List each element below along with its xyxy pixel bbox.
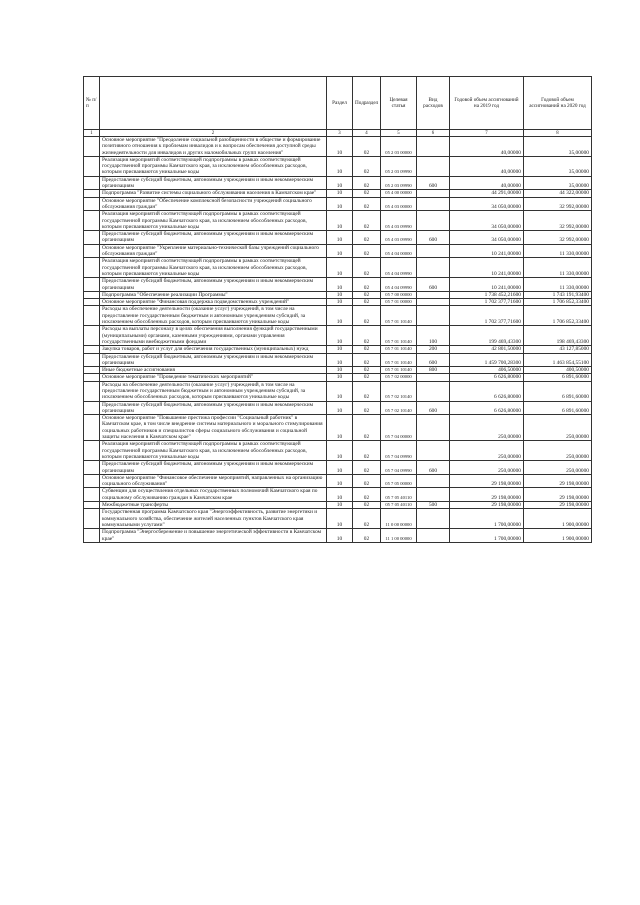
amount-2019-cell: 29 198,00000 — [450, 474, 524, 488]
section-cell: 10 — [327, 353, 353, 367]
expense-type-cell: 600 — [417, 231, 450, 245]
expense-type-cell — [417, 197, 450, 211]
table-row — [84, 244, 592, 258]
amount-2019-cell: 199 469,43300 — [450, 326, 524, 346]
section-cell: 10 — [327, 278, 353, 292]
table-row — [84, 401, 592, 415]
section-cell: 10 — [327, 197, 353, 211]
row-number-cell — [84, 488, 100, 502]
row-number-cell — [84, 190, 100, 197]
target-article-cell: 05 2 03 09990 — [381, 176, 417, 190]
amount-2019-cell: 40,00000 — [450, 176, 524, 190]
table-row — [84, 381, 592, 401]
header-amount-2019: Годовой объем ассигнований на 2019 год — [450, 77, 524, 130]
item-name-cell: Основное мероприятие "Укрепление материально-технической базы учреждений социального обслуживания граждан" — [100, 244, 327, 258]
row-number-cell — [84, 197, 100, 211]
item-name-cell: Основное мероприятие "Обеспечение комплексной безопасности учреждений социального обслуживания граждан" — [100, 197, 327, 211]
target-article-cell: 05 4 03 00000 — [381, 197, 417, 211]
table-row — [84, 374, 592, 381]
section-cell: 10 — [327, 190, 353, 197]
amount-2020-cell: 198 469,43300 — [524, 326, 592, 346]
table-row — [84, 258, 592, 278]
item-name-cell: Основное мероприятие "Преодоление социальной разобщенности в обществе и формирование позитивного отношения к проблемам инвалидов и к вопросам обеспечения доступной среды жизнедеятельности для инвалидов и других маломобильных групп населения" — [100, 137, 327, 157]
item-name-cell: Предоставление субсидий бюджетным, автономным учреждениям и иным некоммерческим организациям — [100, 353, 327, 367]
amount-2019-cell: 250,00000 — [450, 441, 524, 461]
expense-type-cell: 600 — [417, 176, 450, 190]
amount-2019-cell: 10 241,00000 — [450, 278, 524, 292]
expense-type-cell: 600 — [417, 401, 450, 415]
section-cell: 10 — [327, 488, 353, 502]
subsection-cell: 02 — [353, 231, 381, 245]
column-number: 6 — [417, 130, 450, 137]
budget-allocation-table — [83, 76, 592, 543]
row-number-cell — [84, 306, 100, 326]
amount-2020-cell: 400,50000 — [524, 367, 592, 374]
amount-2020-cell: 35,00000 — [524, 176, 592, 190]
amount-2019-cell: 44 291,00000 — [450, 190, 524, 197]
table-row — [84, 474, 592, 488]
amount-2019-cell: 6 626,80000 — [450, 381, 524, 401]
target-article-cell: 05 7 05 40110 — [381, 488, 417, 502]
header-target-article: Целевая статья — [381, 77, 417, 130]
amount-2020-cell: 35,00000 — [524, 156, 592, 176]
row-number-cell — [84, 258, 100, 278]
target-article-cell: 05 7 02 00000 — [381, 374, 417, 381]
item-name-cell: Реализация мероприятий соответствующей подпрограммы в рамках соответствующей государственной программы Камчатского края, за исключением обособленных расходов, которым присваиваются уникальные коды — [100, 441, 327, 461]
subsection-cell: 02 — [353, 529, 381, 543]
row-number-cell — [84, 415, 100, 441]
amount-2020-cell: 6 891,60000 — [524, 374, 592, 381]
item-name-cell: Межбюджетные трансферты — [100, 502, 327, 509]
subsection-cell: 02 — [353, 374, 381, 381]
amount-2019-cell: 1 702 377,71600 — [450, 299, 524, 306]
row-number-cell — [84, 367, 100, 374]
row-number-cell — [84, 291, 100, 298]
row-number-cell — [84, 353, 100, 367]
section-cell: 10 — [327, 326, 353, 346]
table-row — [84, 197, 592, 211]
target-article-cell: 05 7 04 09990 — [381, 461, 417, 475]
table-row — [84, 299, 592, 306]
expense-type-cell — [417, 258, 450, 278]
header-amount-2020: Годовой объем ассигнований на 2020 год — [524, 77, 592, 130]
table-row — [84, 137, 592, 157]
amount-2020-cell: 29 198,00000 — [524, 488, 592, 502]
amount-2020-cell: 250,00000 — [524, 441, 592, 461]
item-name-cell: Закупка товаров, работ и услуг для обеспечения государственных (муниципальных) нужд — [100, 346, 327, 353]
column-number-row — [84, 130, 592, 137]
section-cell: 10 — [327, 529, 353, 543]
subsection-cell: 02 — [353, 488, 381, 502]
column-number: 7 — [450, 130, 524, 137]
amount-2020-cell: 1 706 852,33400 — [524, 299, 592, 306]
section-cell: 10 — [327, 367, 353, 374]
target-article-cell: 05 7 02 10140 — [381, 401, 417, 415]
table-row — [84, 176, 592, 190]
amount-2019-cell: 29 198,00000 — [450, 502, 524, 509]
amount-2020-cell: 44 322,00000 — [524, 190, 592, 197]
section-cell: 10 — [327, 441, 353, 461]
row-number-cell — [84, 231, 100, 245]
table-header — [84, 77, 592, 137]
subsection-cell: 02 — [353, 346, 381, 353]
item-name-cell: Реализация мероприятий соответствующей подпрограммы в рамках соответствующей государственной программы Камчатского края, за исключением обособленных расходов, которым присваиваются уникальные коды — [100, 156, 327, 176]
row-number-cell — [84, 461, 100, 475]
subsection-cell: 02 — [353, 474, 381, 488]
target-article-cell: 05 4 04 09990 — [381, 258, 417, 278]
expense-type-cell — [417, 156, 450, 176]
amount-2019-cell: 1 702 377,71600 — [450, 306, 524, 326]
expense-type-cell: 600 — [417, 278, 450, 292]
subsection-cell: 02 — [353, 306, 381, 326]
item-name-cell: Подпрограмма "Развитие системы социального обслуживания населения в Камчатском крае" — [100, 190, 327, 197]
row-number-cell — [84, 137, 100, 157]
section-cell: 10 — [327, 509, 353, 529]
column-number: 5 — [381, 130, 417, 137]
item-name-cell: Субвенции для осуществления отдельных государственных полномочий Камчатского края по социальному обслуживанию граждан в Камчатском крае — [100, 488, 327, 502]
expense-type-cell — [417, 509, 450, 529]
section-cell: 10 — [327, 374, 353, 381]
amount-2020-cell: 250,00000 — [524, 461, 592, 475]
item-name-cell: Расходы на выплаты персоналу в целях обеспечения выполнения функций государственными (муниципальными) органами, казенными учреждениями, органами управления государственными внебюджетными фондами — [100, 326, 327, 346]
subsection-cell: 02 — [353, 244, 381, 258]
amount-2019-cell: 1 700,00000 — [450, 529, 524, 543]
target-article-cell: 05 7 04 09990 — [381, 441, 417, 461]
item-name-cell: Иные бюджетные ассигнования — [100, 367, 327, 374]
table-row — [84, 326, 592, 346]
amount-2019-cell: 40,00000 — [450, 156, 524, 176]
table-row — [84, 415, 592, 441]
amount-2020-cell: 29 198,00000 — [524, 502, 592, 509]
table-row — [84, 156, 592, 176]
target-article-cell: 05 7 00 00000 — [381, 291, 417, 298]
expense-type-cell — [417, 299, 450, 306]
expense-type-cell — [417, 211, 450, 231]
row-number-cell — [84, 176, 100, 190]
amount-2020-cell: 6 891,60000 — [524, 381, 592, 401]
amount-2019-cell: 1 459 700,28300 — [450, 353, 524, 367]
table-row — [84, 461, 592, 475]
item-name-cell: Подпрограмма "Энергосбережение и повышение энергетической эффективности в Камчатском крае" — [100, 529, 327, 543]
row-number-cell — [84, 374, 100, 381]
column-number: 1 — [84, 130, 100, 137]
target-article-cell: 11 1 00 00000 — [381, 529, 417, 543]
section-cell: 10 — [327, 401, 353, 415]
table-row — [84, 502, 592, 509]
row-number-cell — [84, 156, 100, 176]
target-article-cell: 05 7 01 10140 — [381, 353, 417, 367]
expense-type-cell — [417, 381, 450, 401]
header-section: Раздел — [327, 77, 353, 130]
amount-2020-cell: 35,00000 — [524, 137, 592, 157]
section-cell: 10 — [327, 258, 353, 278]
amount-2020-cell: 32 992,00000 — [524, 211, 592, 231]
section-cell: 10 — [327, 474, 353, 488]
item-name-cell: Реализация мероприятий соответствующей подпрограммы в рамках соответствующей государственной программы Камчатского края, за исключением обособленных расходов, которым присваиваются уникальные коды — [100, 211, 327, 231]
item-name-cell: Предоставление субсидий бюджетным, автономным учреждениям и иным некоммерческим организациям — [100, 176, 327, 190]
subsection-cell: 02 — [353, 415, 381, 441]
header-name — [100, 77, 327, 130]
expense-type-cell — [417, 244, 450, 258]
item-name-cell: Реализация мероприятий соответствующей подпрограммы в рамках соответствующей государственной программы Камчатского края, за исключением обособленных расходов, которым присваиваются уникальные коды — [100, 258, 327, 278]
amount-2019-cell: 29 198,00000 — [450, 488, 524, 502]
target-article-cell: 05 7 01 10140 — [381, 326, 417, 346]
subsection-cell: 02 — [353, 326, 381, 346]
row-number-cell — [84, 474, 100, 488]
expense-type-cell: 100 — [417, 326, 450, 346]
expense-type-cell — [417, 415, 450, 441]
table-row — [84, 346, 592, 353]
table-row — [84, 278, 592, 292]
item-name-cell: Предоставление субсидий бюджетным, автономным учреждениям и иным некоммерческим организациям — [100, 461, 327, 475]
amount-2019-cell: 6 626,80000 — [450, 401, 524, 415]
subsection-cell: 02 — [353, 461, 381, 475]
target-article-cell: 05 4 03 09990 — [381, 231, 417, 245]
amount-2019-cell: 250,00000 — [450, 415, 524, 441]
expense-type-cell: 600 — [417, 461, 450, 475]
section-cell: 10 — [327, 176, 353, 190]
section-cell: 10 — [327, 346, 353, 353]
row-number-cell — [84, 502, 100, 509]
expense-type-cell — [417, 137, 450, 157]
subsection-cell: 02 — [353, 190, 381, 197]
column-number: 2 — [100, 130, 327, 137]
table-row — [84, 529, 592, 543]
section-cell: 10 — [327, 415, 353, 441]
subsection-cell: 02 — [353, 381, 381, 401]
section-cell: 10 — [327, 291, 353, 298]
amount-2019-cell: 6 626,80000 — [450, 374, 524, 381]
subsection-cell: 02 — [353, 211, 381, 231]
amount-2020-cell: 43 127,85000 — [524, 346, 592, 353]
table-row — [84, 509, 592, 529]
amount-2019-cell: 34 050,00000 — [450, 231, 524, 245]
subsection-cell: 02 — [353, 502, 381, 509]
target-article-cell: 05 4 00 00000 — [381, 190, 417, 197]
expense-type-cell: 500 — [417, 502, 450, 509]
subsection-cell: 02 — [353, 353, 381, 367]
table-row — [84, 231, 592, 245]
subsection-cell: 02 — [353, 509, 381, 529]
amount-2019-cell: 1 700,00000 — [450, 509, 524, 529]
table-row — [84, 441, 592, 461]
subsection-cell: 02 — [353, 299, 381, 306]
row-number-cell — [84, 441, 100, 461]
item-name-cell: Основное мероприятие "Повышение престижа профессии "Социальный работник" в Камчатском крае, в том числе внедрение системы материального и морального стимулирования социальных работников и специалистов сферы социального обслуживания и социальной защиты населения в Камчатском крае" — [100, 415, 327, 441]
amount-2020-cell: 1 900,00000 — [524, 509, 592, 529]
column-number: 4 — [353, 130, 381, 137]
target-article-cell: 05 7 05 00000 — [381, 474, 417, 488]
expense-type-cell — [417, 190, 450, 197]
amount-2020-cell: 1 900,00000 — [524, 529, 592, 543]
budget-table-sheet — [83, 76, 591, 543]
table-body — [84, 137, 592, 543]
section-cell: 10 — [327, 306, 353, 326]
row-number-cell — [84, 278, 100, 292]
header-expense-type: Вид расходов — [417, 77, 450, 130]
amount-2020-cell: 11 330,00000 — [524, 244, 592, 258]
expense-type-cell: 600 — [417, 353, 450, 367]
amount-2019-cell: 34 050,00000 — [450, 197, 524, 211]
expense-type-cell — [417, 306, 450, 326]
subsection-cell: 02 — [353, 401, 381, 415]
row-number-cell — [84, 299, 100, 306]
amount-2020-cell: 11 330,00000 — [524, 258, 592, 278]
amount-2020-cell: 32 992,00000 — [524, 197, 592, 211]
table-row — [84, 367, 592, 374]
amount-2020-cell: 1 743 191,93400 — [524, 291, 592, 298]
target-article-cell: 05 7 01 10140 — [381, 306, 417, 326]
item-name-cell: Предоставление субсидий бюджетным, автономным учреждениям и иным некоммерческим организациям — [100, 278, 327, 292]
item-name-cell: Предоставление субсидий бюджетным, автономным учреждениям и иным некоммерческим организациям — [100, 401, 327, 415]
header-subsection: Подраздел — [353, 77, 381, 130]
target-article-cell: 05 4 03 09990 — [381, 211, 417, 231]
table-row — [84, 353, 592, 367]
amount-2019-cell: 406,50000 — [450, 367, 524, 374]
target-article-cell: 05 7 01 10140 — [381, 346, 417, 353]
section-cell: 10 — [327, 156, 353, 176]
item-name-cell: Подпрограмма "Обеспечение реализации Программы" — [100, 291, 327, 298]
row-number-cell — [84, 509, 100, 529]
amount-2020-cell: 250,00000 — [524, 415, 592, 441]
item-name-cell: Предоставление субсидий бюджетным, автономным учреждениям и иным некоммерческим организациям — [100, 231, 327, 245]
subsection-cell: 02 — [353, 291, 381, 298]
amount-2019-cell: 10 241,00000 — [450, 244, 524, 258]
target-article-cell: 05 2 03 00000 — [381, 137, 417, 157]
amount-2019-cell: 40,00000 — [450, 137, 524, 157]
expense-type-cell — [417, 441, 450, 461]
item-name-cell: Основное мероприятие "Финансовая поддержка подведомственных учреждений" — [100, 299, 327, 306]
subsection-cell: 02 — [353, 176, 381, 190]
item-name-cell: Государственная программа Камчатского края "Энергоэффективность, развитие энергетики и коммунального хозяйства, обеспечение жителей населенных пунктов Камчатского края коммунальными услугами" — [100, 509, 327, 529]
item-name-cell: Основное мероприятие "Финансовое обеспечение мероприятий, направленных на организацию социального обслуживания" — [100, 474, 327, 488]
expense-type-cell: 200 — [417, 346, 450, 353]
section-cell: 10 — [327, 502, 353, 509]
target-article-cell: 05 7 04 00000 — [381, 415, 417, 441]
section-cell: 10 — [327, 137, 353, 157]
expense-type-cell — [417, 488, 450, 502]
column-number: 3 — [327, 130, 353, 137]
target-article-cell: 11 0 00 00000 — [381, 509, 417, 529]
expense-type-cell: 800 — [417, 367, 450, 374]
subsection-cell: 02 — [353, 441, 381, 461]
table-row — [84, 190, 592, 197]
row-number-cell — [84, 211, 100, 231]
table-row — [84, 306, 592, 326]
section-cell: 10 — [327, 211, 353, 231]
section-cell: 10 — [327, 231, 353, 245]
row-number-cell — [84, 346, 100, 353]
amount-2019-cell: 1 738 452,21600 — [450, 291, 524, 298]
header-row-number: № п/п — [84, 77, 100, 130]
item-name-cell: Расходы на обеспечение деятельности (оказание услуг) учреждений, в том числе на предоставление государственным бюджетным и автономным учреждениям субсидий, за исключением обособленных расходов, которым присваиваются уникальные коды — [100, 381, 327, 401]
expense-type-cell — [417, 529, 450, 543]
target-article-cell: 05 7 01 00000 — [381, 299, 417, 306]
target-article-cell: 05 7 05 40110 — [381, 502, 417, 509]
target-article-cell: 05 7 01 10140 — [381, 367, 417, 374]
target-article-cell: 05 4 04 00000 — [381, 244, 417, 258]
amount-2020-cell: 32 992,00000 — [524, 231, 592, 245]
section-cell: 10 — [327, 461, 353, 475]
section-cell: 10 — [327, 381, 353, 401]
subsection-cell: 02 — [353, 156, 381, 176]
amount-2020-cell: 6 891,60000 — [524, 401, 592, 415]
section-cell: 10 — [327, 299, 353, 306]
expense-type-cell — [417, 291, 450, 298]
amount-2020-cell: 11 330,00000 — [524, 278, 592, 292]
subsection-cell: 02 — [353, 137, 381, 157]
subsection-cell: 02 — [353, 367, 381, 374]
subsection-cell: 02 — [353, 258, 381, 278]
row-number-cell — [84, 401, 100, 415]
subsection-cell: 02 — [353, 197, 381, 211]
item-name-cell: Расходы на обеспечение деятельности (оказание услуг) учреждений, в том числе на предоставление государственным бюджетным и автономным учреждениям субсидий, за исключением обособленных расходов, которым присваиваются уникальные коды — [100, 306, 327, 326]
expense-type-cell — [417, 374, 450, 381]
amount-2020-cell: 29 198,00000 — [524, 474, 592, 488]
expense-type-cell — [417, 474, 450, 488]
amount-2020-cell: 1 706 852,33400 — [524, 306, 592, 326]
row-number-cell — [84, 529, 100, 543]
table-row — [84, 211, 592, 231]
amount-2020-cell: 1 463 854,55100 — [524, 353, 592, 367]
amount-2019-cell: 10 241,00000 — [450, 258, 524, 278]
target-article-cell: 05 7 02 10140 — [381, 381, 417, 401]
column-number: 8 — [524, 130, 592, 137]
row-number-cell — [84, 244, 100, 258]
target-article-cell: 05 2 03 09990 — [381, 156, 417, 176]
table-row — [84, 488, 592, 502]
table-row — [84, 291, 592, 298]
section-cell: 10 — [327, 244, 353, 258]
amount-2019-cell: 250,00000 — [450, 461, 524, 475]
row-number-cell — [84, 381, 100, 401]
amount-2019-cell: 34 050,00000 — [450, 211, 524, 231]
target-article-cell: 05 4 04 09990 — [381, 278, 417, 292]
subsection-cell: 02 — [353, 278, 381, 292]
amount-2019-cell: 42 801,50000 — [450, 346, 524, 353]
item-name-cell: Основное мероприятие "Проведение тематических мероприятий" — [100, 374, 327, 381]
row-number-cell — [84, 326, 100, 346]
